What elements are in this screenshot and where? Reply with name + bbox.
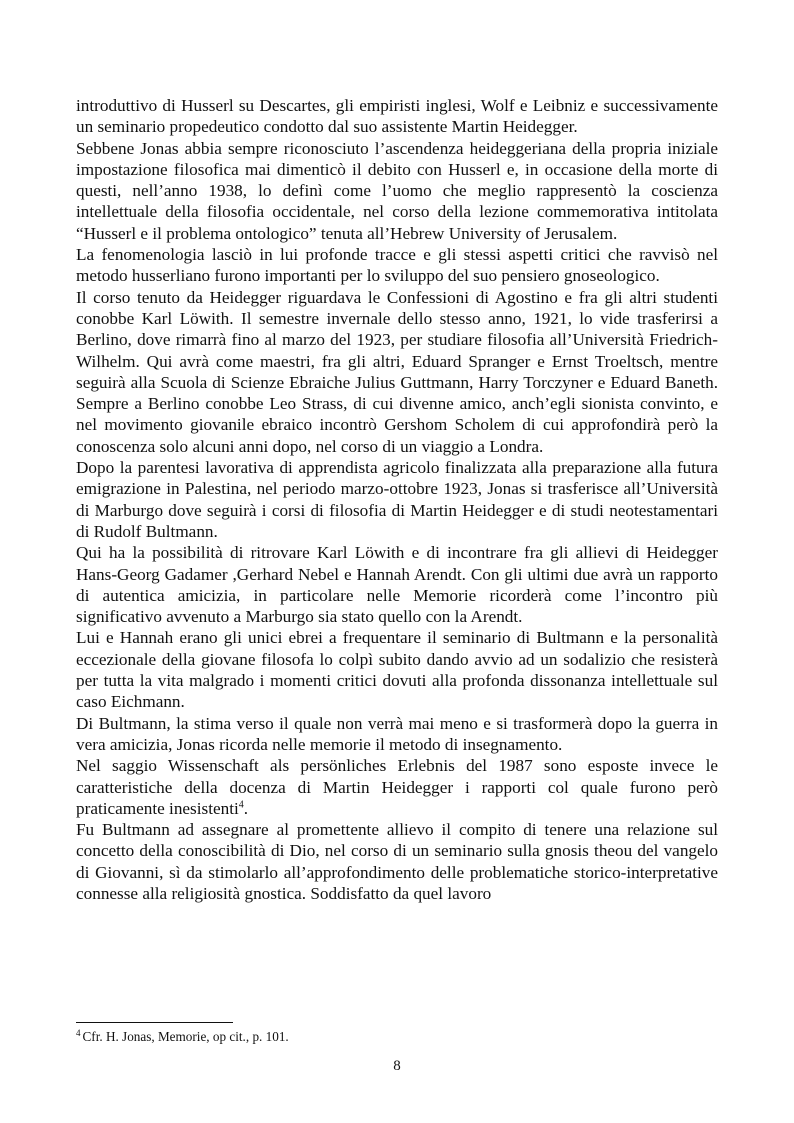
footnote-reference[interactable]: 4 (238, 799, 244, 811)
paragraph: Il corso tenuto da Heidegger riguardava le Confessioni di Agostino e fra gli altri studenti conobbe Karl Löwith. Il semestre invernale dello stesso anno, 1921, lo vide trasferirsi a Berlino, dove rimarrà fino al marzo del 1923, per studiare filosofia all’Università Friedrich-Wilhelm. Qui avrà come maestri, fra gli altri, Eduard Spranger e Ernst Troeltsch, mentre seguirà alla Scuola di Scienze Ebraiche Julius Guttmann, Harry Torczyner e Eduard Baneth. Sempre a Berlino conobbe Leo Strass, di cui divenne amico, anch’egli sionista convinto, e nel movimento giovanile ebraico incontrò Gershom Scholem di cui approfondirà però la conoscenza solo alcuni anni dopo, nel corso di un viaggio a Londra. (76, 287, 718, 456)
footnote (76, 1028, 718, 1045)
paragraph: Dopo la parentesi lavorativa di apprendista agricolo finalizzata alla preparazione alla futura emigrazione in Palestina, nel periodo marzo-ottobre 1923, Jonas si trasferisce all’Università di Marburgo dove seguirà i corsi di filosofia di Martin Heidegger e di studi neotestamentari di Rudolf Bultmann. (76, 458, 718, 541)
paragraph: Sebbene Jonas abbia sempre riconosciuto l’ascendenza heideggeriana della propria iniziale impostazione filosofica mai dimenticò il debito con Husserl e, in occasione della morte di questi, nell’anno 1938, lo definì come l’uomo che meglio rappresentò la coscienza intellettuale della filosofia occidentale, nel corso della lezione commemorativa intitolata “Husserl e il problema ontologico” tenuta all’Hebrew University of Jerusalem. (76, 138, 718, 243)
footnote-text: Cfr. H. Jonas, Memorie, op cit., p. 101. (82, 1029, 289, 1044)
paragraph-text: Nel saggio Wissenschaft als persönliches Erlebnis del 1987 sono esposte invece le caratteristiche della docenza di Martin Heidegger i rapporti col quale furono però praticamente inesistenti (76, 756, 718, 818)
paragraph-end-punctuation: . (243, 798, 249, 818)
paragraph: Fu Bultmann ad assegnare al promettente allievo il compito di tenere una relazione sul concetto della conoscibilità di Dio, nel corso di un seminario sulla gnosis theou del vangelo di Giovanni, sì da stimolarlo all’approfondimento delle problematiche storico-interpretative connesse alla religiosità gnostica. Soddisfatto da quel lavoro (76, 820, 718, 903)
paragraph: Lui e Hannah erano gli unici ebrei a frequentare il seminario di Bultmann e la personalità eccezionale della giovane filosofa lo colpì subito dando avvio ad un sodalizio che resisterà per tutta la vita malgrado i momenti critici dovuti alla profonda dissonanza intellettuale sul caso Eichmann. (76, 628, 718, 712)
page-number: 8 (393, 1058, 401, 1074)
paragraph: Di Bultmann, la stima verso il quale non verrà mai meno e si trasformerà dopo la guerra in vera amicizia, Jonas ricorda nelle memorie il metodo di insegnamento. (76, 713, 718, 754)
paragraph: Qui ha la possibilità di ritrovare Karl Löwith e di incontrare fra gli allievi di Heidegger Hans-Georg Gadamer ,Gerhard Nebel e Hannah Arendt. Con gli ultimi due avrà un rapporto di autentica amicizia, in particolare nelle Memorie ricorderà come l’incontro più significativo avvenuto a Marburgo sia stato quello con la Arendt. (76, 543, 718, 627)
paragraph: introduttivo di Husserl su Descartes, gli empiristi inglesi, Wolf e Leibniz e successivamente un seminario propedeutico condotto dal suo assistente Martin Heidegger. (76, 96, 718, 137)
footnote-separator (76, 1022, 233, 1023)
footnote-number: 4 (76, 1027, 81, 1038)
paragraph: La fenomenologia lasciò in lui profonde tracce e gli stessi aspetti critici che ravvisò nel metodo husserliano furono importanti per lo sviluppo del suo pensiero gnoseologico. (76, 245, 718, 286)
body-text (76, 95, 718, 904)
paragraph-with-footnote (76, 755, 718, 819)
